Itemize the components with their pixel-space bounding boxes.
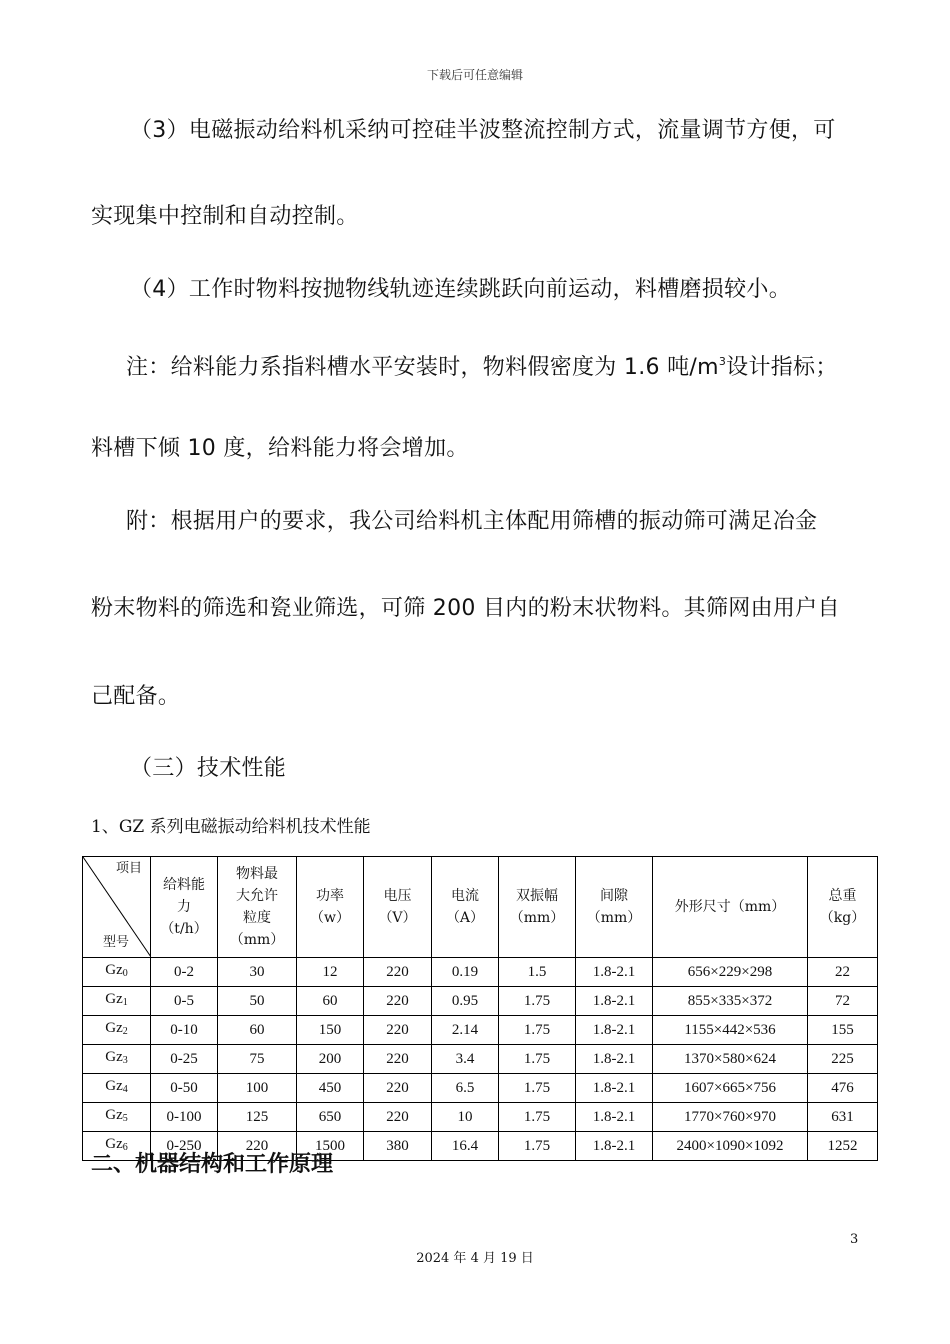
table-cell: 72 [808,987,878,1016]
paragraph-item-3-line-1: （3）电磁振动给料机采纳可控硅半波整流控制方式，流量调节方便，可 [130,118,836,143]
table-row [83,958,878,987]
note-superscript: 3 [718,355,727,368]
model-cell: $Gz_0$ [83,958,151,987]
table-cell: 220 [364,1103,432,1132]
paragraph-item-4-line-1: （4）工作时物料按抛物线轨迹连续跳跃向前运动，料槽磨损较小。 [130,277,791,302]
table-cell: 1.75 [499,1074,576,1103]
note-line-2: 料槽下倾 10 度，给料能力将会增加。 [91,436,469,461]
header-double-amplitude: 双振幅 （mm） [499,857,576,958]
table-cell: 220 [364,1074,432,1103]
appendix-line-2: 粉末物料的筛选和瓷业筛选，可筛 200 目内的粉末状物料。其筛网由用户自 [91,596,840,621]
table-cell: 1.8-2.1 [576,1074,653,1103]
table-cell: 0-50 [151,1074,218,1103]
page-header: 下载后可任意编辑 [426,68,523,82]
header-dimensions: 外形尺寸（mm） [653,857,808,958]
model-cell: $Gz_4$ [83,1074,151,1103]
corner-label-model: 型号 [103,935,130,950]
table-cell: 150 [297,1016,364,1045]
table-row [83,1103,878,1132]
table-cell: 0-250 [151,1132,218,1161]
table-cell: 1.8-2.1 [576,1045,653,1074]
table-cell: 650 [297,1103,364,1132]
table-cell: 60 [297,987,364,1016]
spec-table [82,856,878,1161]
table-cell: 220 [364,1016,432,1045]
table-cell: 3.4 [432,1045,499,1074]
header-max-particle-size: 物料最 大允许 粒度 （mm） [218,857,297,958]
table-cell: 220 [364,1045,432,1074]
header-voltage: 电压 （V） [364,857,432,958]
table-cell: 1370×580×624 [653,1045,808,1074]
table-cell: 220 [218,1132,297,1161]
model-cell: $Gz_5$ [83,1103,151,1132]
table-cell: 0-10 [151,1016,218,1045]
table-cell: 30 [218,958,297,987]
table-cell: 1770×760×970 [653,1103,808,1132]
table-cell: 1.75 [499,1103,576,1132]
table-cell: 16.4 [432,1132,499,1161]
table-cell: 12 [297,958,364,987]
table-cell: 855×335×372 [653,987,808,1016]
table-cell: 476 [808,1074,878,1103]
model-cell: $Gz_1$ [83,987,151,1016]
note-line-1 [126,347,838,383]
corner-label-item: 项目 [115,861,142,876]
page-number: 3 [850,1232,859,1247]
header-power: 功率 （w） [297,857,364,958]
table-cell: 220 [364,958,432,987]
table-cell: 50 [218,987,297,1016]
table-cell: 0-2 [151,958,218,987]
corner-header-cell [83,857,151,958]
table-row [83,1045,878,1074]
table-cell: 0-5 [151,987,218,1016]
model-cell: $Gz_2$ [83,1016,151,1045]
table-cell: 125 [218,1103,297,1132]
table-cell: 380 [364,1132,432,1161]
table-cell: 1.75 [499,1132,576,1161]
table-cell: 631 [808,1103,878,1132]
table-cell: 155 [808,1016,878,1045]
table-cell: 225 [808,1045,878,1074]
table-row [83,987,878,1016]
table-cell: 0-25 [151,1045,218,1074]
table-row [83,1074,878,1103]
table-cell: 0-100 [151,1103,218,1132]
table-cell: 1.8-2.1 [576,1132,653,1161]
header-current: 电流 （A） [432,857,499,958]
table-row [83,1016,878,1045]
paragraph-item-3-line-2: 实现集中控制和自动控制。 [91,204,359,229]
table-caption: 1、GZ 系列电磁振动给料机技术性能 [91,817,371,837]
table-cell: 1607×665×756 [653,1074,808,1103]
model-cell: $Gz_3$ [83,1045,151,1074]
table-cell: 75 [218,1045,297,1074]
note-text-post: 设计指标； [726,355,838,380]
table-cell: 6.5 [432,1074,499,1103]
table-header-row [83,857,878,958]
table-cell: 0.95 [432,987,499,1016]
table-cell: 10 [432,1103,499,1132]
table-cell: 1.75 [499,987,576,1016]
table-cell: 1.8-2.1 [576,1016,653,1045]
table-cell: 1.75 [499,1045,576,1074]
table-cell: 1500 [297,1132,364,1161]
table-cell: 22 [808,958,878,987]
table-cell: 220 [364,987,432,1016]
table-cell: 1.8-2.1 [576,987,653,1016]
table-cell: 2400×1090×1092 [653,1132,808,1161]
header-total-weight: 总重 （kg） [808,857,878,958]
table-cell: 656×229×298 [653,958,808,987]
subsection-heading: （三）技术性能 [130,756,287,781]
appendix-line-3: 己配备。 [91,684,181,709]
table-cell: 200 [297,1045,364,1074]
table-cell: 100 [218,1074,297,1103]
header-gap: 间隙 （mm） [576,857,653,958]
footer-date: 2024 年 4 月 19 日 [416,1251,534,1266]
table-cell: 1.5 [499,958,576,987]
table-cell: 1252 [808,1132,878,1161]
table-cell: 450 [297,1074,364,1103]
table-cell: 1155×442×536 [653,1016,808,1045]
appendix-line-1: 附：根据用户的要求，我公司给料机主体配用筛槽的振动筛可满足冶金 [126,509,818,534]
table-cell: 1.8-2.1 [576,1103,653,1132]
table-cell: 0.19 [432,958,499,987]
table-cell: 1.75 [499,1016,576,1045]
header-feed-capacity: 给料能 力 （t/h） [151,857,218,958]
table-cell: 2.14 [432,1016,499,1045]
table-cell: 60 [218,1016,297,1045]
table-cell: 1.8-2.1 [576,958,653,987]
model-cell: $Gz_6$ [83,1132,151,1161]
section-heading: 二、机器结构和工作原理 [91,1152,334,1177]
note-text-pre: 注：给料能力系指料槽水平安装时，物料假密度为 1.6 吨/m [126,355,719,380]
